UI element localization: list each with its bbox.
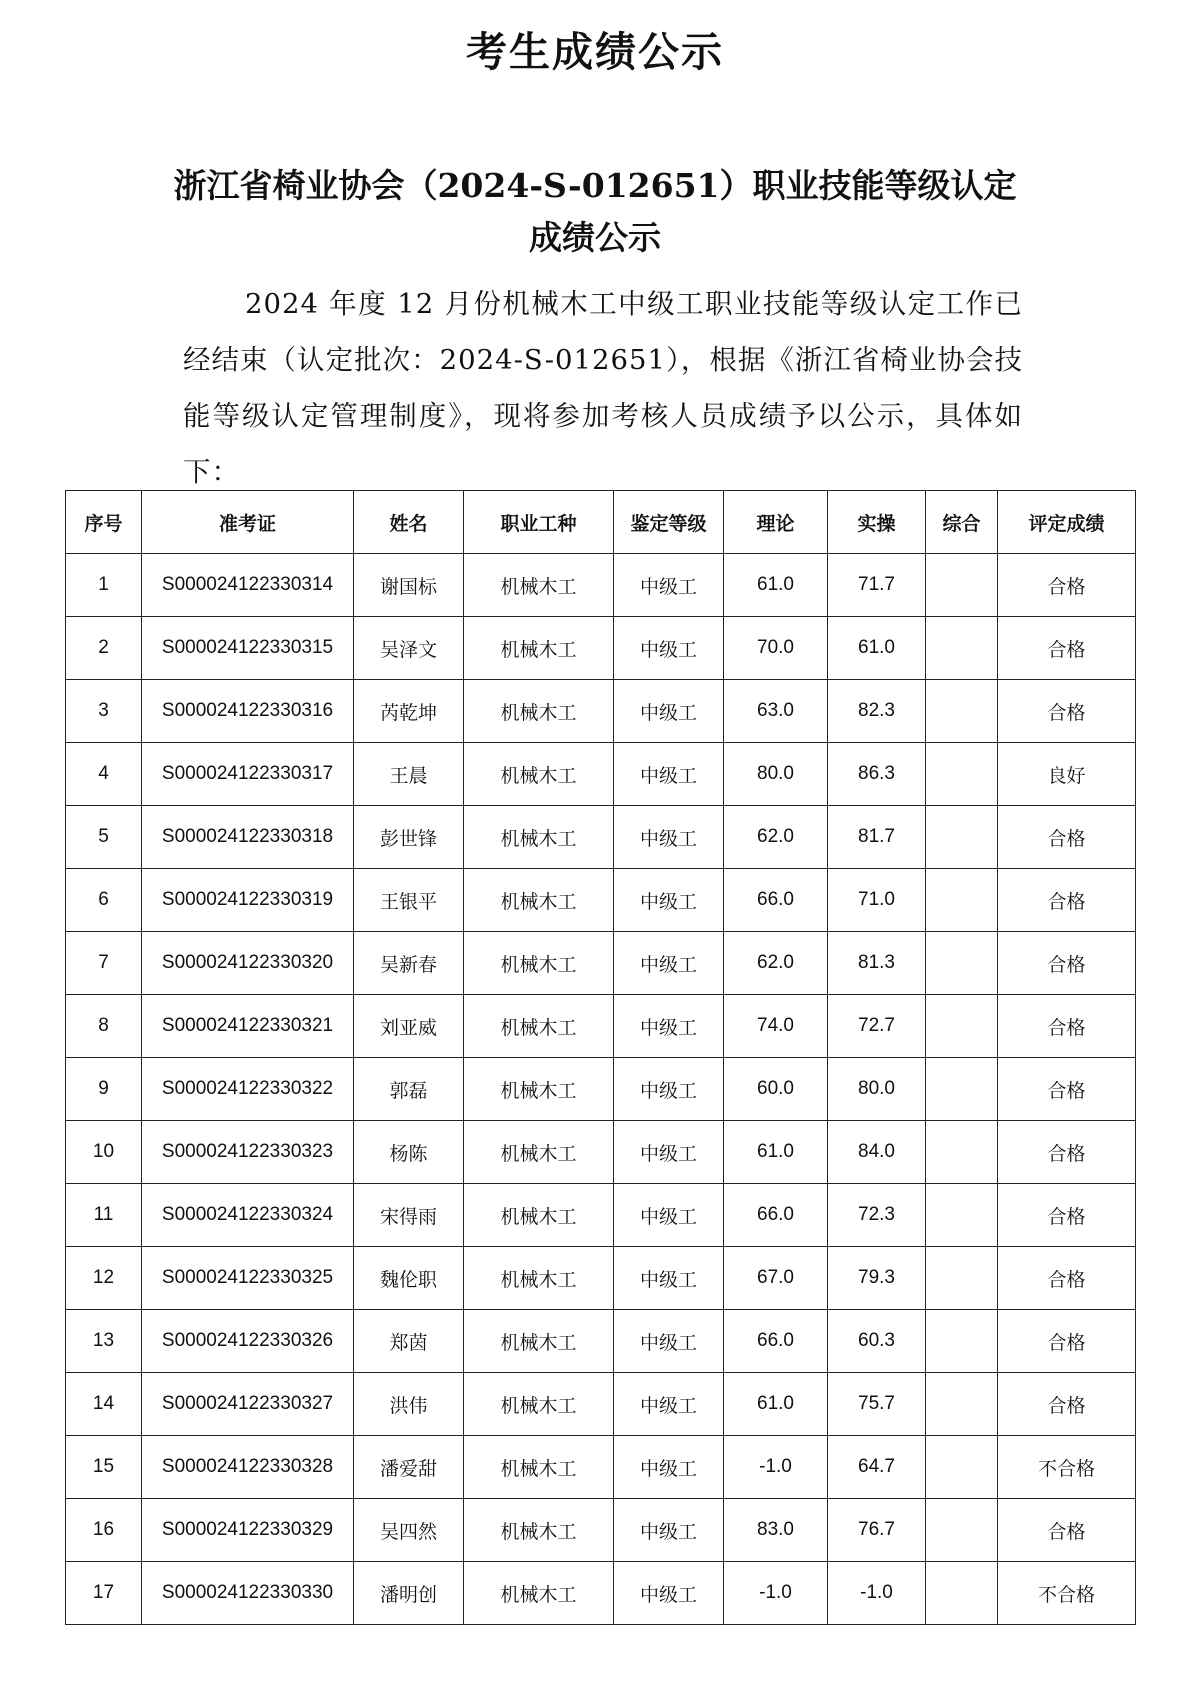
cell-result: 不合格: [998, 1562, 1136, 1625]
cell-theory: 74.0: [724, 995, 828, 1058]
cell-index: 13: [66, 1310, 142, 1373]
document-heading: [100, 160, 1090, 264]
cell-level: 中级工: [614, 1058, 724, 1121]
cell-exam-id: S000024122330324: [142, 1184, 354, 1247]
cell-theory: 61.0: [724, 554, 828, 617]
cell-level: 中级工: [614, 1247, 724, 1310]
cell-occupation: 机械木工: [464, 554, 614, 617]
cell-overall: [926, 1058, 998, 1121]
cell-level: 中级工: [614, 617, 724, 680]
cell-index: 10: [66, 1121, 142, 1184]
cell-theory: 66.0: [724, 869, 828, 932]
cell-practical: 86.3: [828, 743, 926, 806]
cell-name: 芮乾坤: [354, 680, 464, 743]
cell-occupation: 机械木工: [464, 806, 614, 869]
cell-name: 郑茵: [354, 1310, 464, 1373]
cell-exam-id: S000024122330329: [142, 1499, 354, 1562]
cell-index: 15: [66, 1436, 142, 1499]
cell-overall: [926, 1310, 998, 1373]
cell-exam-id: S000024122330321: [142, 995, 354, 1058]
cell-index: 11: [66, 1184, 142, 1247]
cell-theory: 61.0: [724, 1121, 828, 1184]
table-row: [66, 1121, 1136, 1184]
cell-name: 彭世锋: [354, 806, 464, 869]
cell-occupation: 机械木工: [464, 869, 614, 932]
cell-theory: 80.0: [724, 743, 828, 806]
cell-level: 中级工: [614, 1499, 724, 1562]
header-result: 评定成绩: [998, 491, 1136, 554]
cell-theory: 62.0: [724, 806, 828, 869]
cell-name: 宋得雨: [354, 1184, 464, 1247]
cell-level: 中级工: [614, 995, 724, 1058]
cell-occupation: 机械木工: [464, 1058, 614, 1121]
cell-occupation: 机械木工: [464, 1121, 614, 1184]
cell-result: 合格: [998, 1058, 1136, 1121]
header-overall: 综合: [926, 491, 998, 554]
table-row: [66, 1436, 1136, 1499]
cell-practical: 81.7: [828, 806, 926, 869]
cell-exam-id: S000024122330319: [142, 869, 354, 932]
document-heading-line-2: 成绩公示: [529, 218, 661, 257]
cell-overall: [926, 932, 998, 995]
header-exam-id: 准考证: [142, 491, 354, 554]
cell-result: 合格: [998, 680, 1136, 743]
table-row: [66, 1184, 1136, 1247]
cell-name: 吴新春: [354, 932, 464, 995]
cell-theory: -1.0: [724, 1436, 828, 1499]
table-row: [66, 554, 1136, 617]
table-row: [66, 617, 1136, 680]
cell-result: 合格: [998, 1373, 1136, 1436]
cell-theory: 63.0: [724, 680, 828, 743]
cell-name: 王晨: [354, 743, 464, 806]
cell-exam-id: S000024122330316: [142, 680, 354, 743]
cell-overall: [926, 617, 998, 680]
table-row: [66, 680, 1136, 743]
cell-overall: [926, 1184, 998, 1247]
cell-occupation: 机械木工: [464, 1562, 614, 1625]
cell-occupation: 机械木工: [464, 1184, 614, 1247]
header-theory: 理论: [724, 491, 828, 554]
cell-occupation: 机械木工: [464, 1499, 614, 1562]
cell-level: 中级工: [614, 680, 724, 743]
cell-name: 吴四然: [354, 1499, 464, 1562]
cell-overall: [926, 554, 998, 617]
cell-occupation: 机械木工: [464, 743, 614, 806]
table-row: [66, 1310, 1136, 1373]
cell-occupation: 机械木工: [464, 932, 614, 995]
cell-level: 中级工: [614, 1310, 724, 1373]
cell-overall: [926, 1373, 998, 1436]
cell-index: 9: [66, 1058, 142, 1121]
header-name: 姓名: [354, 491, 464, 554]
table-row: [66, 1562, 1136, 1625]
cell-index: 4: [66, 743, 142, 806]
table-row: [66, 1499, 1136, 1562]
table-row: [66, 743, 1136, 806]
cell-theory: 61.0: [724, 1373, 828, 1436]
cell-occupation: 机械木工: [464, 680, 614, 743]
cell-practical: 76.7: [828, 1499, 926, 1562]
cell-name: 王银平: [354, 869, 464, 932]
cell-level: 中级工: [614, 554, 724, 617]
cell-name: 潘爱甜: [354, 1436, 464, 1499]
cell-practical: -1.0: [828, 1562, 926, 1625]
cell-exam-id: S000024122330328: [142, 1436, 354, 1499]
cell-name: 吴泽文: [354, 617, 464, 680]
header-occupation: 职业工种: [464, 491, 614, 554]
cell-level: 中级工: [614, 1436, 724, 1499]
header-index: 序号: [66, 491, 142, 554]
page-title: 考生成绩公示: [466, 28, 724, 76]
cell-index: 8: [66, 995, 142, 1058]
table-row: [66, 932, 1136, 995]
cell-exam-id: S000024122330314: [142, 554, 354, 617]
cell-name: 郭磊: [354, 1058, 464, 1121]
cell-exam-id: S000024122330323: [142, 1121, 354, 1184]
cell-result: 良好: [998, 743, 1136, 806]
cell-overall: [926, 869, 998, 932]
cell-practical: 61.0: [828, 617, 926, 680]
cell-occupation: 机械木工: [464, 1247, 614, 1310]
cell-level: 中级工: [614, 806, 724, 869]
cell-overall: [926, 1247, 998, 1310]
cell-index: 3: [66, 680, 142, 743]
cell-index: 5: [66, 806, 142, 869]
cell-overall: [926, 743, 998, 806]
cell-practical: 82.3: [828, 680, 926, 743]
cell-occupation: 机械木工: [464, 1436, 614, 1499]
cell-index: 16: [66, 1499, 142, 1562]
table-row: [66, 1058, 1136, 1121]
cell-practical: 81.3: [828, 932, 926, 995]
cell-level: 中级工: [614, 869, 724, 932]
cell-occupation: 机械木工: [464, 617, 614, 680]
cell-name: 杨陈: [354, 1121, 464, 1184]
cell-practical: 71.0: [828, 869, 926, 932]
cell-index: 12: [66, 1247, 142, 1310]
cell-result: 不合格: [998, 1436, 1136, 1499]
cell-overall: [926, 806, 998, 869]
cell-name: 洪伟: [354, 1373, 464, 1436]
cell-occupation: 机械木工: [464, 995, 614, 1058]
cell-result: 合格: [998, 1184, 1136, 1247]
cell-result: 合格: [998, 806, 1136, 869]
cell-result: 合格: [998, 1499, 1136, 1562]
cell-index: 1: [66, 554, 142, 617]
cell-theory: 70.0: [724, 617, 828, 680]
cell-result: 合格: [998, 995, 1136, 1058]
cell-index: 7: [66, 932, 142, 995]
cell-overall: [926, 1121, 998, 1184]
table-row: [66, 995, 1136, 1058]
cell-exam-id: S000024122330330: [142, 1562, 354, 1625]
cell-overall: [926, 1562, 998, 1625]
table-row: [66, 806, 1136, 869]
cell-level: 中级工: [614, 1373, 724, 1436]
cell-level: 中级工: [614, 1184, 724, 1247]
score-table-body: [66, 554, 1136, 1625]
cell-exam-id: S000024122330327: [142, 1373, 354, 1436]
cell-occupation: 机械木工: [464, 1310, 614, 1373]
cell-overall: [926, 1499, 998, 1562]
intro-paragraph: 2024 年度 12 月份机械木工中级工职业技能等级认定工作已经结束（认定批次：2024-S-012651），根据《浙江省椅业协会技能等级认定管理制度》，现将参加考核人员成绩予以公示，具体如下：: [183, 288, 1023, 488]
cell-practical: 71.7: [828, 554, 926, 617]
table-row: [66, 1247, 1136, 1310]
cell-theory: 66.0: [724, 1184, 828, 1247]
cell-exam-id: S000024122330318: [142, 806, 354, 869]
cell-exam-id: S000024122330326: [142, 1310, 354, 1373]
cell-index: 2: [66, 617, 142, 680]
cell-name: 谢国标: [354, 554, 464, 617]
cell-name: 潘明创: [354, 1562, 464, 1625]
score-table: [65, 490, 1136, 1625]
cell-practical: 64.7: [828, 1436, 926, 1499]
cell-overall: [926, 680, 998, 743]
cell-overall: [926, 1436, 998, 1499]
cell-result: 合格: [998, 617, 1136, 680]
cell-level: 中级工: [614, 743, 724, 806]
cell-theory: 62.0: [724, 932, 828, 995]
cell-result: 合格: [998, 869, 1136, 932]
table-row: [66, 1373, 1136, 1436]
cell-result: 合格: [998, 554, 1136, 617]
cell-level: 中级工: [614, 1121, 724, 1184]
cell-name: 魏伦职: [354, 1247, 464, 1310]
cell-theory: 67.0: [724, 1247, 828, 1310]
header-practical: 实操: [828, 491, 926, 554]
document-heading-line-1: 浙江省椅业协会（2024-S-012651）职业技能等级认定: [173, 166, 1017, 205]
cell-exam-id: S000024122330317: [142, 743, 354, 806]
cell-theory: -1.0: [724, 1562, 828, 1625]
cell-index: 17: [66, 1562, 142, 1625]
cell-practical: 84.0: [828, 1121, 926, 1184]
cell-name: 刘亚威: [354, 995, 464, 1058]
score-table-header-row: [66, 491, 1136, 554]
cell-exam-id: S000024122330315: [142, 617, 354, 680]
cell-result: 合格: [998, 1121, 1136, 1184]
cell-level: 中级工: [614, 932, 724, 995]
cell-result: 合格: [998, 932, 1136, 995]
cell-result: 合格: [998, 1310, 1136, 1373]
cell-occupation: 机械木工: [464, 1373, 614, 1436]
cell-theory: 66.0: [724, 1310, 828, 1373]
cell-theory: 83.0: [724, 1499, 828, 1562]
cell-practical: 72.3: [828, 1184, 926, 1247]
cell-exam-id: S000024122330325: [142, 1247, 354, 1310]
cell-exam-id: S000024122330320: [142, 932, 354, 995]
cell-index: 14: [66, 1373, 142, 1436]
cell-result: 合格: [998, 1247, 1136, 1310]
cell-exam-id: S000024122330322: [142, 1058, 354, 1121]
cell-theory: 60.0: [724, 1058, 828, 1121]
cell-level: 中级工: [614, 1562, 724, 1625]
cell-practical: 75.7: [828, 1373, 926, 1436]
cell-practical: 60.3: [828, 1310, 926, 1373]
cell-practical: 72.7: [828, 995, 926, 1058]
cell-index: 6: [66, 869, 142, 932]
table-row: [66, 869, 1136, 932]
header-level: 鉴定等级: [614, 491, 724, 554]
cell-overall: [926, 995, 998, 1058]
cell-practical: 79.3: [828, 1247, 926, 1310]
cell-practical: 80.0: [828, 1058, 926, 1121]
